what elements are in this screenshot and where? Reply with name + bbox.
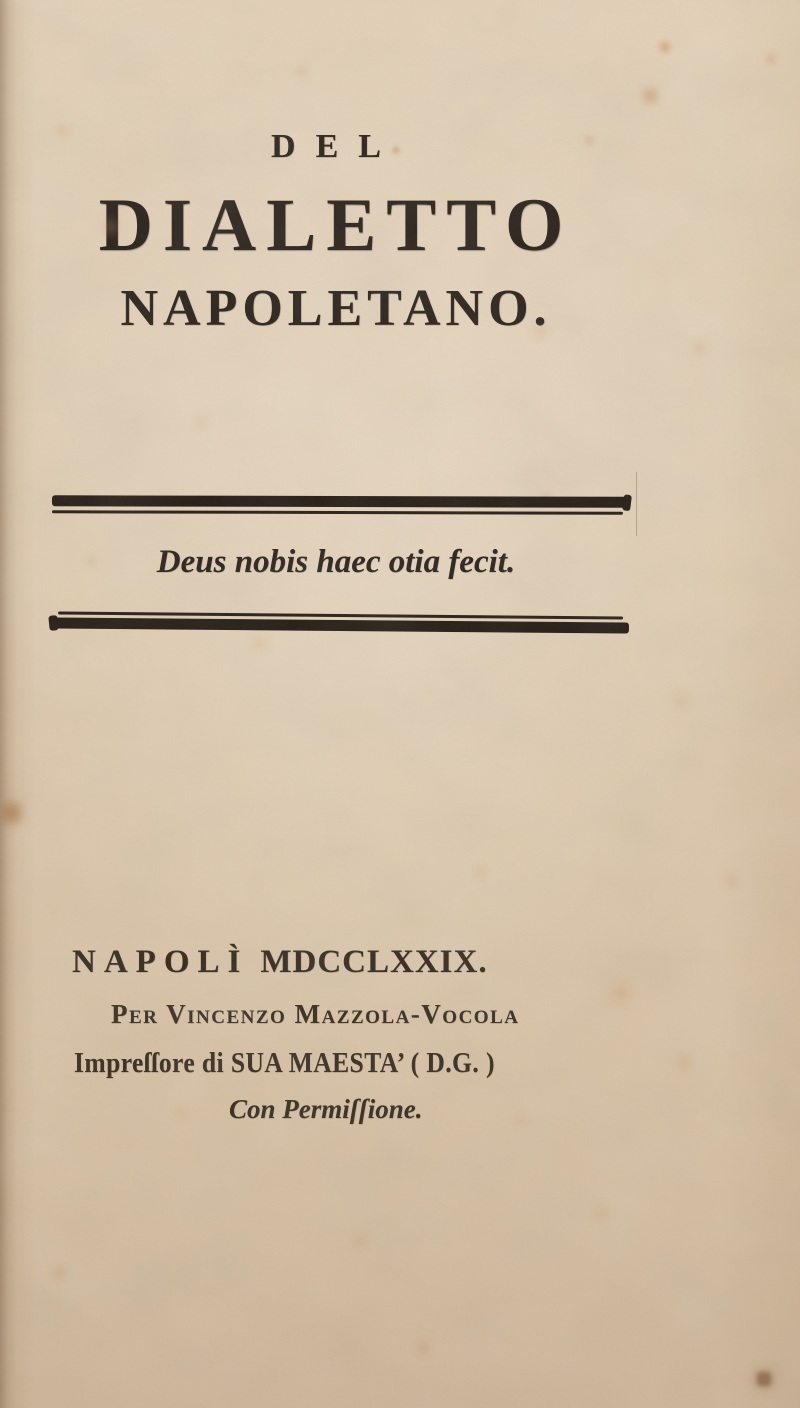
- book-title: DIALETTO: [98, 184, 574, 267]
- imprint-city: NAPOLÌ: [72, 944, 249, 980]
- series-word-del: DEL: [271, 128, 401, 165]
- vertical-scratch-mark: [636, 472, 637, 536]
- imprint-printer: Per Vincenzo Mazzola-Vocola: [111, 999, 520, 1029]
- rule-thick-bar: [52, 495, 629, 508]
- foxing-stains: [0, 0, 2, 2]
- imprint-year: MDCCLXXIX.: [260, 944, 488, 980]
- book-subtitle: NAPOLETANO.: [120, 280, 552, 337]
- rule-thick-bar: [52, 617, 629, 633]
- gutter-shadow: [0, 0, 34, 1408]
- ornamental-rule-top: [52, 495, 629, 514]
- ornamental-rule-bottom: [52, 611, 629, 633]
- latin-motto: Deus nobis haec otia fecit.: [156, 544, 516, 580]
- imprint-city-year: [72, 946, 488, 979]
- rule-thin-line: [52, 510, 623, 514]
- imprint-printer-title: Impreſſore di SUA MAESTA’ ( D.G. ): [74, 1047, 495, 1079]
- imprint-permission: Con Permiſſione.: [229, 1094, 423, 1124]
